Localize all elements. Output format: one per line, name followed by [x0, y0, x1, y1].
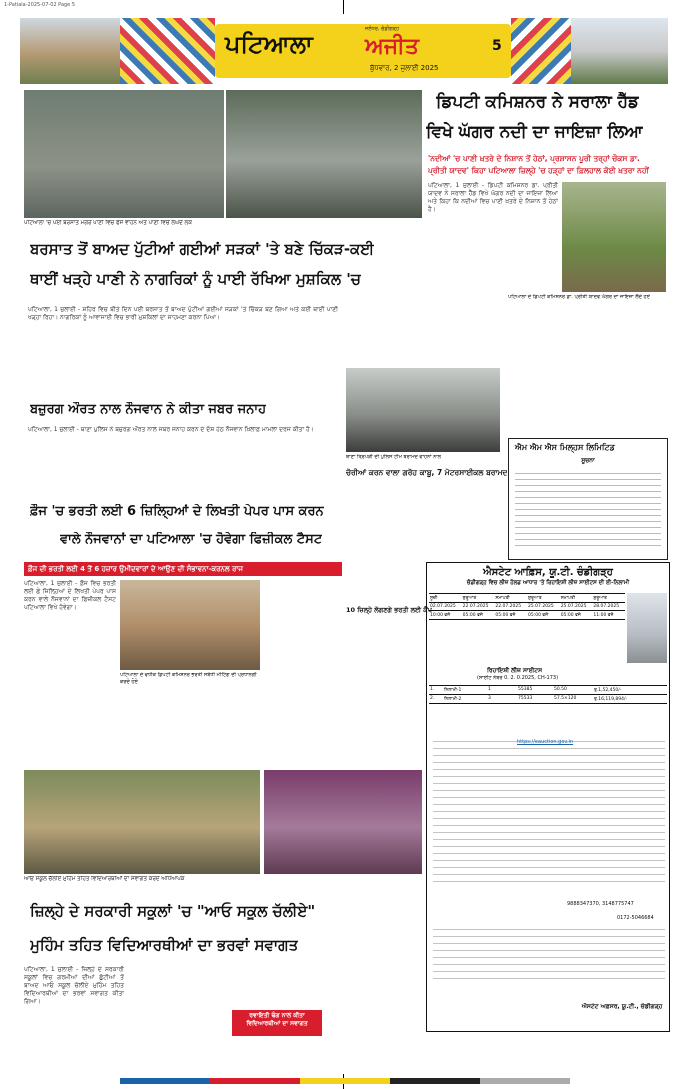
estate-site-cell: ਨਿਲਾਮੀ-2 — [444, 697, 462, 702]
estate-footer: ਐਸਟੇਟ ਅਫ਼ਸਰ, ਯੂ.ਟੀ., ਚੰਡੀਗੜ੍ਹ — [581, 1003, 663, 1010]
crop-mark-top — [343, 0, 344, 14]
school-headline-2: ਮੁਹਿੰਮ ਤਹਿਤ ਵਿਦਿਆਰਥੀਆਂ ਦਾ ਭਰਵਾਂ ਸਵਾਗਤ — [30, 936, 299, 954]
school-pull-quote: ਰਵਾਇਤੀ ਢੰਗ ਨਾਲ ਕੀਤਾ ਵਿਦਿਆਰਥੀਆਂ ਦਾ ਸਵਾਗਤ — [232, 1010, 322, 1036]
masthead-edition: ਜਲੰਧਰ, ਚੰਡੀਗੜ੍ਹ — [365, 26, 400, 32]
estate-url[interactable]: https://eauction.gov.in — [517, 739, 574, 745]
estate-table-cell: 22.07.2025 — [495, 604, 522, 609]
print-line: 1-Patiala-2025-07-02 Page 5 — [4, 2, 76, 8]
assault-body: ਪਟਿਆਲਾ, 1 ਜੁਲਾਈ - ਥਾਣਾ ਪੁਲਿਸ ਨੇ ਬਜ਼ੁਰਗ ਔਰਤ ਨਾਲ ਜਬਰ ਜਨਾਹ ਕਰਨ ਦੇ ਦੋਸ਼ ਹੇਠ ਨੌਜਵਾਨ ਖ਼ਿਲਾਫ਼ ਮਾਮਲਾ ਦਰਜ ਕੀਤਾ ਹੈ। — [28, 426, 314, 433]
masthead-photo-left — [20, 18, 120, 84]
army-headline-1: ਫ਼ੌਜ 'ਚ ਭਰਤੀ ਲਈ 6 ਜ਼ਿਲ੍ਹਿਆਂ ਦੇ ਲਿਖਤੀ ਪੇਪਰ ਪਾਸ ਕਰਨ — [30, 504, 324, 519]
estate-site-cell: 2. — [430, 696, 435, 701]
estate-site-cell: 1. — [430, 687, 435, 692]
page-number: 5 — [492, 38, 502, 54]
dc-headline-1: ਡਿਪਟੀ ਕਮਿਸ਼ਨਰ ਨੇ ਸਰਾਲਾ ਹੈੱਡ — [436, 92, 640, 112]
army-col-3 — [264, 580, 340, 766]
estate-ad-subtitle: ਚੰਡੀਗੜ੍ਹ ਵਿਚ ਲੀਜ਼ ਹੋਲਡ ਆਧਾਰ 'ਤੇ ਰਿਹਾਇਸ਼ੀ ਲੀਜ਼ ਸਾਈਟਸ ਦੀ ਈ-ਨਿਲਾਮੀ — [466, 580, 630, 586]
school-headline-1: ਜ਼ਿਲ੍ਹੇ ਦੇ ਸਰਕਾਰੀ ਸਕੂਲਾਂ 'ਚ "ਆਓ ਸਕੂਲ ਚੱਲੀਏ" — [30, 902, 316, 920]
police-col — [346, 306, 496, 366]
rain-body: ਪਟਿਆਲਾ, 1 ਜੁਲਾਈ - ਸ਼ਹਿਰ ਵਿਚ ਬੀਤੇ ਦਿਨ ਪਈ ਬਰਸਾਤ ਤੋਂ ਬਾਅਦ ਪੁੱਟੀਆਂ ਗਈਆਂ ਸੜਕਾਂ 'ਤੇ ਚਿੱਕੜ ਬਣ ਗਿਆ ਅਤੇ ਕਈ ਥਾਈਂ ਪਾਣੀ ਖੜ੍ਹਾ ਰਿਹਾ। ਨਾਗਰਿਕਾਂ ਨੂੰ ਆਵਾਜਾਈ ਵਿਚ ਭਾਰੀ ਮੁਸ਼ਕਿਲਾਂ ਦਾ ਸਾਹਮਣਾ ਕਰਨਾ ਪਿਆ। — [28, 306, 338, 321]
masthead-brand: ਅਜੀਤ — [365, 34, 419, 59]
dc-photo-caption: ਪਟਿਆਲਾ ਦੇ ਡਿਪਟੀ ਕਮਿਸ਼ਨਰ ਡਾ. ਪ੍ਰੀਤੀ ਯਾਦਵ ਘੱਗਰ ਦਾ ਜਾਇਜ਼ਾ ਲੈਂਦੇ ਹੋਏ — [508, 294, 650, 300]
company-ad-text — [515, 468, 661, 548]
school-col-3 — [232, 966, 322, 1006]
estate-table-cell: 05:00 ਵਜੇ — [528, 613, 549, 618]
estate-ad-building — [627, 593, 667, 663]
dc-subhead-2: ਪ੍ਰੀਤੀ ਯਾਦਵ' ਕਿਹਾ ਪਟਿਆਲਾ ਜ਼ਿਲ੍ਹੇ 'ਚ ਹੜ੍ਹਾਂ ਦਾ ਫ਼ਿਲਹਾਲ ਕੋਈ ਖ਼ਤਰਾ ਨਹੀਂ — [428, 166, 649, 175]
police-body — [346, 482, 500, 552]
army-banner: ਫ਼ੌਜ ਦੀ ਭਰਤੀ ਲਈ 4 ਤੋਂ 6 ਹਜ਼ਾਰ ਉਮੀਦਵਾਰਾਂ ਦੇ ਆਉਣ ਦੀ ਸੰਭਾਵਨਾ-ਕਰਨਲ ਰਾਜ — [24, 562, 342, 576]
company-ad-label: ਸੂਚਨਾ — [581, 457, 595, 464]
estate-ad-title: ਐਸਟੇਟ ਆਫ਼ਿਸ, ਯੂ.ਟੀ. ਚੰਡੀਗੜ੍ਹ — [483, 567, 613, 578]
rain-headline-1: ਬਰਸਾਤ ਤੋਂ ਬਾਅਦ ਪੁੱਟੀਆਂ ਗਈਆਂ ਸੜਕਾਂ 'ਤੇ ਬਣੇ ਚਿੱਕੜ-ਕਈ — [30, 240, 375, 258]
army-photo — [120, 580, 260, 670]
estate-table-cell: 11:00 ਵਜੇ — [593, 613, 614, 618]
masthead-pattern — [120, 18, 215, 84]
dc-body: ਪਟਿਆਲਾ, 1 ਜੁਲਾਈ - ਡਿਪਟੀ ਕਮਿਸ਼ਨਰ ਡਾ. ਪ੍ਰੀਤੀ ਯਾਦਵ ਨੇ ਸਰਾਲਾ ਹੈੱਡ ਵਿਖੇ ਘੱਗਰ ਨਦੀ ਦਾ ਜਾਇਜ਼ਾ ਲਿਆ ਅਤੇ ਕਿਹਾ ਕਿ ਨਦੀਆਂ ਵਿਚ ਪਾਣੀ ਖ਼ਤਰੇ ਦੇ ਨਿਸ਼ਾਨ ਤੋਂ ਹੇਠਾਂ ਹੈ। — [428, 182, 558, 213]
estate-site-cell: 57.5×120 — [554, 696, 577, 701]
army-subhead: 10 ਜ਼ਿਲ੍ਹੇ ਲੱਗਣਗੇ ਭਰਤੀ ਲਈ ਕੈਂਪ — [346, 606, 432, 614]
school-col-2 — [128, 966, 228, 1066]
estate-sites-table — [429, 685, 667, 704]
police-headline: ਚੋਰੀਆਂ ਕਰਨ ਵਾਲਾ ਗਰੋਹ ਕਾਬੂ, 7 ਮੋਟਰਸਾਈਕਲ ਬਰਾਮਦ — [346, 468, 508, 477]
estate-table-cell: 10:00 ਵਜੇ — [430, 613, 451, 618]
school-photo-2 — [264, 770, 422, 874]
assault-headline: ਬਜ਼ੁਰਗ ਔਰਤ ਨਾਲ ਨੌਜਵਾਨ ਨੇ ਕੀਤਾ ਜਬਰ ਜਨਾਹ — [30, 402, 267, 417]
army-col-1: ਪਟਿਆਲਾ, 1 ਜੁਲਾਈ - ਫ਼ੌਜ ਵਿਚ ਭਰਤੀ ਲਈ ਛੇ ਜ਼ਿਲ੍ਹਿਆਂ ਦੇ ਲਿਖਤੀ ਪੇਪਰ ਪਾਸ ਕਰਨ ਵਾਲੇ ਨੌਜਵਾਨਾਂ ਦਾ ਫਿਜ਼ੀਕਲ ਟੈਸਟ ਪਟਿਆਲਾ ਵਿਖੇ ਹੋਵੇਗਾ। — [24, 580, 116, 611]
masthead-title: ਪਟਿਆਲਾ — [225, 30, 313, 58]
estate-sites-title: ਰਿਹਾਇਸ਼ੀ ਲੀਜ਼ ਸਾਈਟਸ — [487, 667, 543, 674]
army-col-4 — [346, 560, 422, 604]
estate-terms-2 — [433, 923, 665, 983]
army-headline-2: ਵਾਲੇ ਨੌਜਵਾਨਾਂ ਦਾ ਪਟਿਆਲਾ 'ਚ ਹੋਵੇਗਾ ਫਿਜ਼ੀਕਲ ਟੈਸਟ — [60, 532, 323, 547]
estate-terms — [433, 735, 665, 885]
rain-headline-2: ਥਾਈਂ ਖੜ੍ਹੇ ਪਾਣੀ ਨੇ ਨਾਗਰਿਕਾਂ ਨੂੰ ਪਾਈ ਰੱਖਿਆ ਮੁਸ਼ਕਿਲ 'ਚ — [30, 270, 361, 288]
color-strip — [120, 1078, 570, 1084]
rain-photo-caption: ਪਟਿਆਲਾ 'ਚ ਪਈ ਬਰਸਾਤ ਮਗਰੋਂ ਪਾਣੀ ਵਿਚ ਫਸੇ ਵਾਹਨ ਅਤੇ ਪਾਣੀ ਵਿਚੋਂ ਲੰਘਦੇ ਲੋਕ — [24, 220, 192, 226]
dc-subhead-1: 'ਨਦੀਆਂ 'ਚ ਪਾਣੀ ਖ਼ਤਰੇ ਦੇ ਨਿਸ਼ਾਨ ਤੋਂ ਹੇਠਾਂ, ਪ੍ਰਸ਼ਾਸਨ ਪੂਰੀ ਤਰ੍ਹਾਂ ਚੌਕਸ ਡਾ. — [428, 154, 640, 163]
estate-table-head: ਸ਼ੁਰੂਆਤ — [462, 596, 477, 601]
estate-table-cell: 28.07.2025 — [593, 604, 620, 609]
estate-table-cell: 22.07.2025 — [462, 604, 489, 609]
masthead-photo-right — [571, 18, 668, 84]
masthead — [20, 18, 668, 84]
army-col-2 — [120, 690, 260, 766]
estate-table-head: ਸ਼ੁਰੂਆਤ — [593, 596, 607, 601]
school-photo-1 — [24, 770, 260, 874]
masthead-pattern-right — [511, 18, 571, 84]
estate-table-cell: 25.07.2025 — [528, 604, 554, 609]
rain-photo-1 — [24, 90, 224, 218]
company-ad — [508, 438, 668, 560]
army-col-5 — [346, 618, 422, 768]
army-photo-caption: ਪਟਿਆਲਾ ਦੇ ਵਧੀਕ ਡਿਪਟੀ ਕਮਿਸ਼ਨਰ ਭਰਤੀ ਸਬੰਧੀ ਮੀਟਿੰਗ ਦੀ ਪ੍ਰਧਾਨਗੀ ਕਰਦੇ ਹੋਏ — [120, 672, 257, 685]
dc-photo — [562, 182, 666, 292]
estate-table-cell: 05:00 ਵਜੇ — [560, 613, 581, 618]
estate-site-cell: 1 — [488, 687, 491, 692]
school-photo-caption: ਆਓ ਸਕੂਲ ਚੱਲੀਏ ਮੁਹਿੰਮ ਤਹਿਤ ਵਿਦਿਆਰਥੀਆਂ ਦਾ ਸਵਾਗਤ ਕਰਦੇ ਅਧਿਆਪਕ — [24, 876, 185, 882]
police-caption: ਥਾਣਾ ਤ੍ਰਿਪੜੀ ਦੀ ਪੁਲਿਸ ਟੀਮ ਬਰਾਮਦ ਵਾਹਨਾਂ ਨਾਲ — [346, 454, 442, 460]
dc-body-2 — [562, 304, 666, 430]
estate-phone-1: 0172-5046684 — [617, 915, 654, 921]
masthead-date: ਬੁੱਧਵਾਰ, 2 ਜੁਲਾਈ 2025 — [370, 64, 439, 72]
estate-site-cell: 50.50 — [554, 687, 567, 692]
estate-table-head: ਸਮਾਪਤੀ — [560, 596, 576, 601]
school-col-1: ਪਟਿਆਲਾ, 1 ਜੁਲਾਈ - ਜ਼ਿਲ੍ਹੇ ਦੇ ਸਰਕਾਰੀ ਸਕੂਲਾਂ ਵਿਚ ਗਰਮੀਆਂ ਦੀਆਂ ਛੁੱਟੀਆਂ ਤੋਂ ਬਾਅਦ ਆਓ ਸਕੂਲ ਚੱਲੀਏ ਮੁਹਿੰਮ ਤਹਿਤ ਵਿਦਿਆਰਥੀਆਂ ਦਾ ਭਰਵਾਂ ਸਵਾਗਤ ਕੀਤਾ ਗਿਆ। — [24, 966, 124, 1005]
estate-ad-table — [429, 593, 625, 620]
estate-table-cell: 02.07.2025 — [430, 604, 456, 609]
estate-table-cell: 25.07.2025 — [560, 604, 587, 609]
estate-site-cell: ਨਿਲਾਮੀ-1 — [444, 688, 462, 693]
dc-headline-2: ਵਿਖੇ ਘੱਗਰ ਨਦੀ ਦਾ ਜਾਇਜ਼ਾ ਲਿਆ — [426, 122, 643, 142]
estate-table-cell: 05:00 ਵਜੇ — [462, 613, 483, 618]
estate-table-head: ਸ਼ੁਰੂਆਤ — [528, 596, 542, 601]
estate-site-cell: ਰੁ.1,52,450/- — [594, 688, 622, 693]
school-col-4 — [326, 966, 422, 1066]
police-photo — [346, 368, 500, 452]
estate-site-cell: 75533 — [518, 696, 533, 701]
company-ad-name: ਐਮ ਐਮ ਐਸ ਮਿਲ੍ਹਸ ਲਿਮਿਟਿਡ — [515, 443, 615, 452]
estate-table-head: ਸਮਾਪਤੀ — [495, 596, 510, 601]
estate-phone-2: 9888347370, 3148775747 — [567, 901, 634, 907]
estate-sites-sub: (ਸਾਈਟ ਨੰਬਰ 0. 2. 0.2025, CH-173) — [477, 675, 559, 681]
estate-table-cell: 05:00 ਵਜੇ — [495, 613, 516, 618]
estate-table-head: ਸੂਚੀ — [430, 596, 438, 601]
estate-site-cell: 3 — [488, 696, 491, 701]
estate-ad — [426, 562, 670, 1032]
estate-site-cell: 55385 — [518, 687, 533, 692]
estate-site-cell: ਰੁ.16,119,894/- — [594, 697, 628, 702]
rain-photo-2 — [226, 90, 422, 218]
